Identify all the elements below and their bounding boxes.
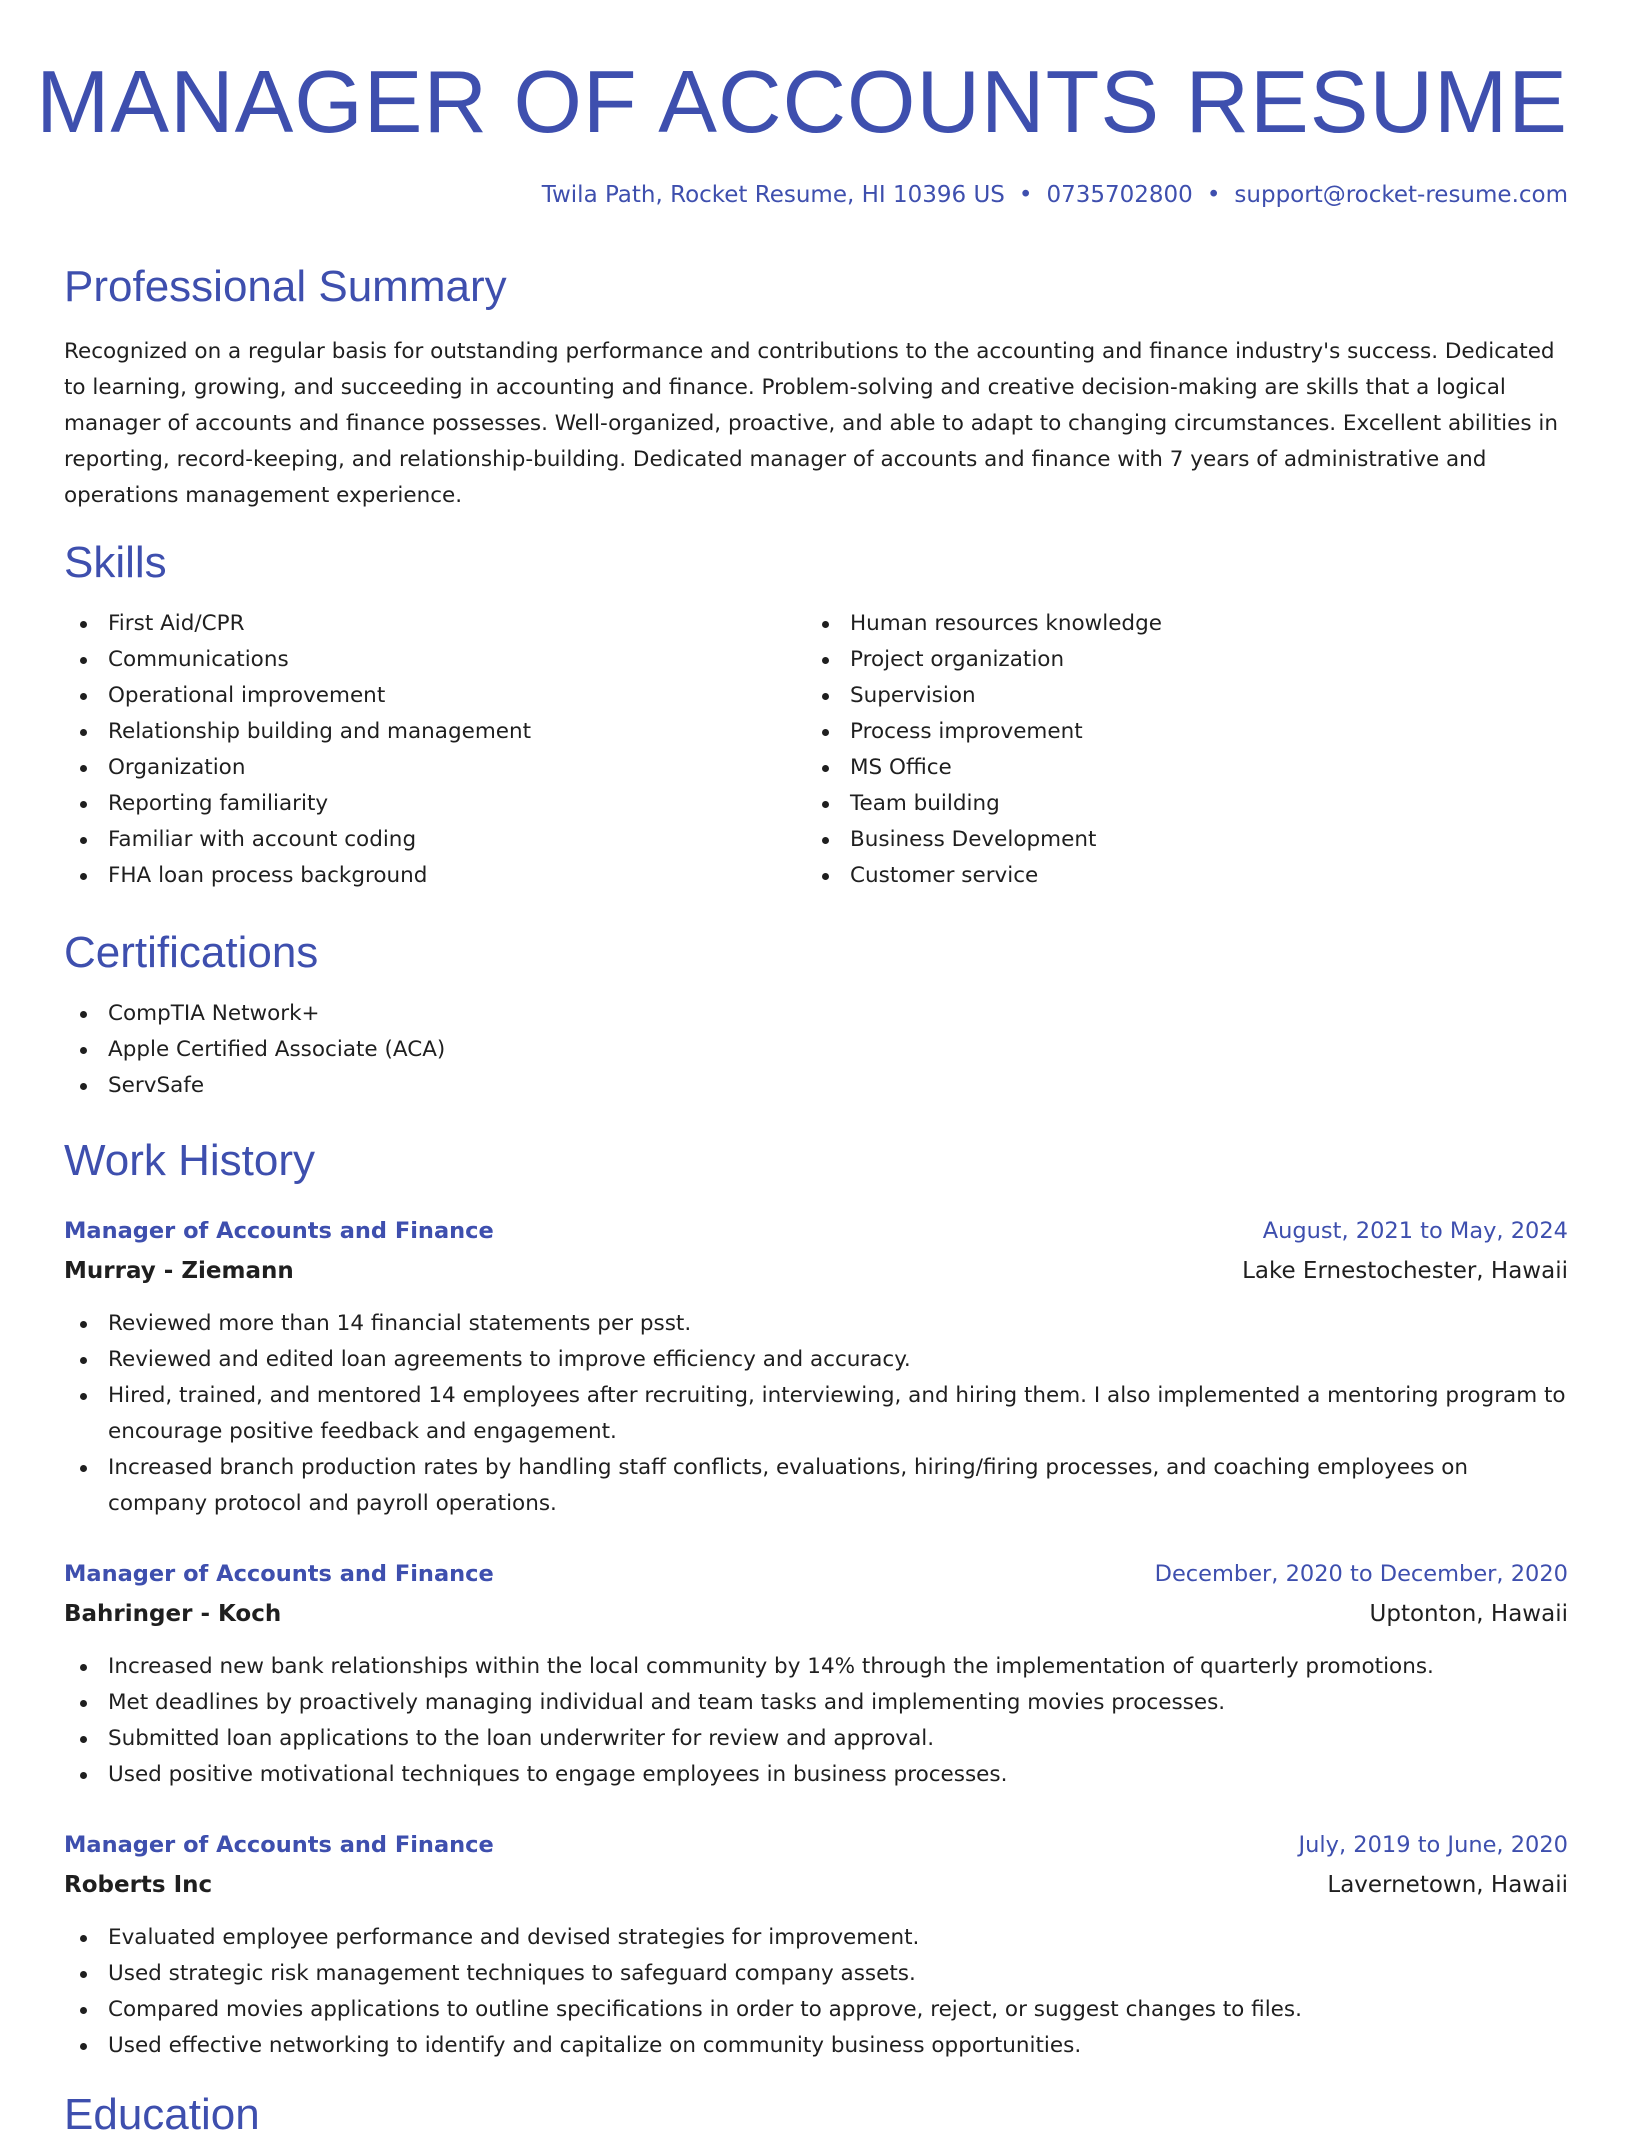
skill-item: Supervision (806, 678, 1506, 714)
bullet-dot (80, 1700, 87, 1707)
bullet-dot (80, 1971, 87, 1978)
bullet-dot (80, 765, 87, 772)
bullet-dot (80, 1011, 87, 1018)
job-location: Lavernetown, Hawaii (1327, 1872, 1568, 1898)
skill-item: First Aid/CPR (64, 606, 764, 642)
job-company-row (64, 1867, 1568, 1903)
summary-text: Recognized on a regular basis for outstanding performance and contributions to the accounting and finance industry's success. Dedicated to learning, growing, and succeeding in accounting and finance. Problem-solving and creative decision-making are skills that a logical manager of accounts and finance possesses. Well-organized, proactive, and able to adapt to changing circumstances. Excellent abilities in reporting, record-keeping, and relationship-building. Dedicated manager of accounts and finance with 7 years of administrative and operations management experience. (64, 339, 1558, 508)
bullet-dot (822, 801, 829, 808)
bullet-dot (80, 1935, 87, 1942)
skill-item: Team building (806, 786, 1506, 822)
section-heading-work-history: Work History (64, 1136, 315, 1185)
contact-separator: • (1018, 182, 1033, 208)
job-title: Manager of Accounts and Finance (64, 1218, 494, 1244)
contact-line (542, 180, 1568, 210)
bullet-dot (80, 1047, 87, 1054)
bullet-dot (80, 1321, 87, 1328)
skill-item: Human resources knowledge (806, 606, 1506, 642)
job-title: Manager of Accounts and Finance (64, 1832, 494, 1858)
bullet-dot (80, 801, 87, 808)
skill-item: Business Development (806, 822, 1506, 858)
resume-title: MANAGER OF ACCOUNTS RESUME (36, 52, 1568, 151)
bullet-dot (822, 657, 829, 664)
job-company-row (64, 1596, 1568, 1632)
skills-list-right (806, 606, 1506, 894)
skill-item: Organization (64, 750, 764, 786)
bullet-dot (80, 729, 87, 736)
contact-separator: • (1206, 182, 1221, 208)
section-heading-summary: Professional Summary (64, 262, 507, 311)
contact-email: support@rocket-resume.com (1234, 182, 1568, 208)
job-header (64, 1213, 1568, 1249)
bullet-dot (80, 1664, 87, 1671)
bullet-dot (80, 693, 87, 700)
bullet-dot (80, 657, 87, 664)
company-name: Murray - Ziemann (64, 1258, 294, 1284)
job-bullet: Increased branch production rates by handling staff conflicts, evaluations, hiring/firing processes, and coaching employees on company protocol and payroll operations. (64, 1450, 1568, 1522)
job-bullets (64, 1920, 1568, 2064)
job-bullet: Hired, trained, and mentored 14 employees after recruiting, interviewing, and hiring them. I also implemented a mentoring program to encourage positive feedback and engagement. (64, 1378, 1568, 1450)
job-bullet: Used strategic risk management techniques to safeguard company assets. (64, 1956, 1568, 1992)
bullet-dot (80, 837, 87, 844)
section-heading-education: Education (64, 2090, 260, 2139)
contact-phone: 0735702800 (1046, 182, 1193, 208)
job-location: Lake Ernestochester, Hawaii (1242, 1258, 1568, 1284)
job-company-row (64, 1253, 1568, 1289)
bullet-dot (822, 729, 829, 736)
job-bullet: Increased new bank relationships within the local community by 14% through the implementation of quarterly promotions. (64, 1649, 1568, 1685)
section-heading-skills: Skills (64, 538, 167, 587)
bullet-dot (80, 1465, 87, 1472)
section-heading-certifications: Certifications (64, 928, 319, 977)
bullet-dot (80, 2007, 87, 2014)
job-header (64, 1556, 1568, 1592)
bullet-dot (80, 1357, 87, 1364)
bullet-dot (822, 693, 829, 700)
bullet-dot (80, 1083, 87, 1090)
bullet-dot (80, 873, 87, 880)
skill-item: Project organization (806, 642, 1506, 678)
bullet-dot (822, 765, 829, 772)
job-dates: August, 2021 to May, 2024 (1262, 1218, 1568, 1244)
bullet-dot (80, 621, 87, 628)
company-name: Roberts Inc (64, 1872, 213, 1898)
job-bullet: Submitted loan applications to the loan underwriter for review and approval. (64, 1721, 1568, 1757)
certifications-list (64, 996, 1568, 1104)
skill-item: MS Office (806, 750, 1506, 786)
job-bullet: Reviewed and edited loan agreements to improve efficiency and accuracy. (64, 1342, 1568, 1378)
skill-item: Reporting familiarity (64, 786, 764, 822)
skill-item: Process improvement (806, 714, 1506, 750)
skill-item: Customer service (806, 858, 1506, 894)
bullet-dot (822, 837, 829, 844)
company-name: Bahringer - Koch (64, 1601, 282, 1627)
certification-item: Apple Certified Associate (ACA) (64, 1032, 1568, 1068)
job-bullet: Met deadlines by proactively managing individual and team tasks and implementing movies processes. (64, 1685, 1568, 1721)
job-bullet: Used effective networking to identify and capitalize on community business opportunities. (64, 2028, 1568, 2064)
bullet-dot (80, 1736, 87, 1743)
job-bullets (64, 1306, 1568, 1522)
certification-item: CompTIA Network+ (64, 996, 1568, 1032)
job-dates: December, 2020 to December, 2020 (1154, 1561, 1568, 1587)
job-bullet: Reviewed more than 14 financial statements per psst. (64, 1306, 1568, 1342)
bullet-dot (822, 621, 829, 628)
job-bullet: Evaluated employee performance and devised strategies for improvement. (64, 1920, 1568, 1956)
job-bullets (64, 1649, 1568, 1793)
job-dates: July, 2019 to June, 2020 (1298, 1832, 1568, 1858)
bullet-dot (80, 2043, 87, 2050)
bullet-dot (80, 1772, 87, 1779)
skill-item: Operational improvement (64, 678, 764, 714)
job-header (64, 1827, 1568, 1863)
job-location: Uptonton, Hawaii (1369, 1601, 1568, 1627)
skill-item: FHA loan process background (64, 858, 764, 894)
skill-item: Communications (64, 642, 764, 678)
contact-address: Twila Path, Rocket Resume, HI 10396 US (541, 182, 1005, 208)
skill-item: Familiar with account coding (64, 822, 764, 858)
skills-list-left (64, 606, 764, 894)
bullet-dot (80, 1393, 87, 1400)
bullet-dot (822, 873, 829, 880)
job-bullet: Compared movies applications to outline specifications in order to approve, reject, or suggest changes to files. (64, 1992, 1568, 2028)
job-bullet: Used positive motivational techniques to engage employees in business processes. (64, 1757, 1568, 1793)
certification-item: ServSafe (64, 1068, 1568, 1104)
job-title: Manager of Accounts and Finance (64, 1561, 494, 1587)
skill-item: Relationship building and management (64, 714, 764, 750)
